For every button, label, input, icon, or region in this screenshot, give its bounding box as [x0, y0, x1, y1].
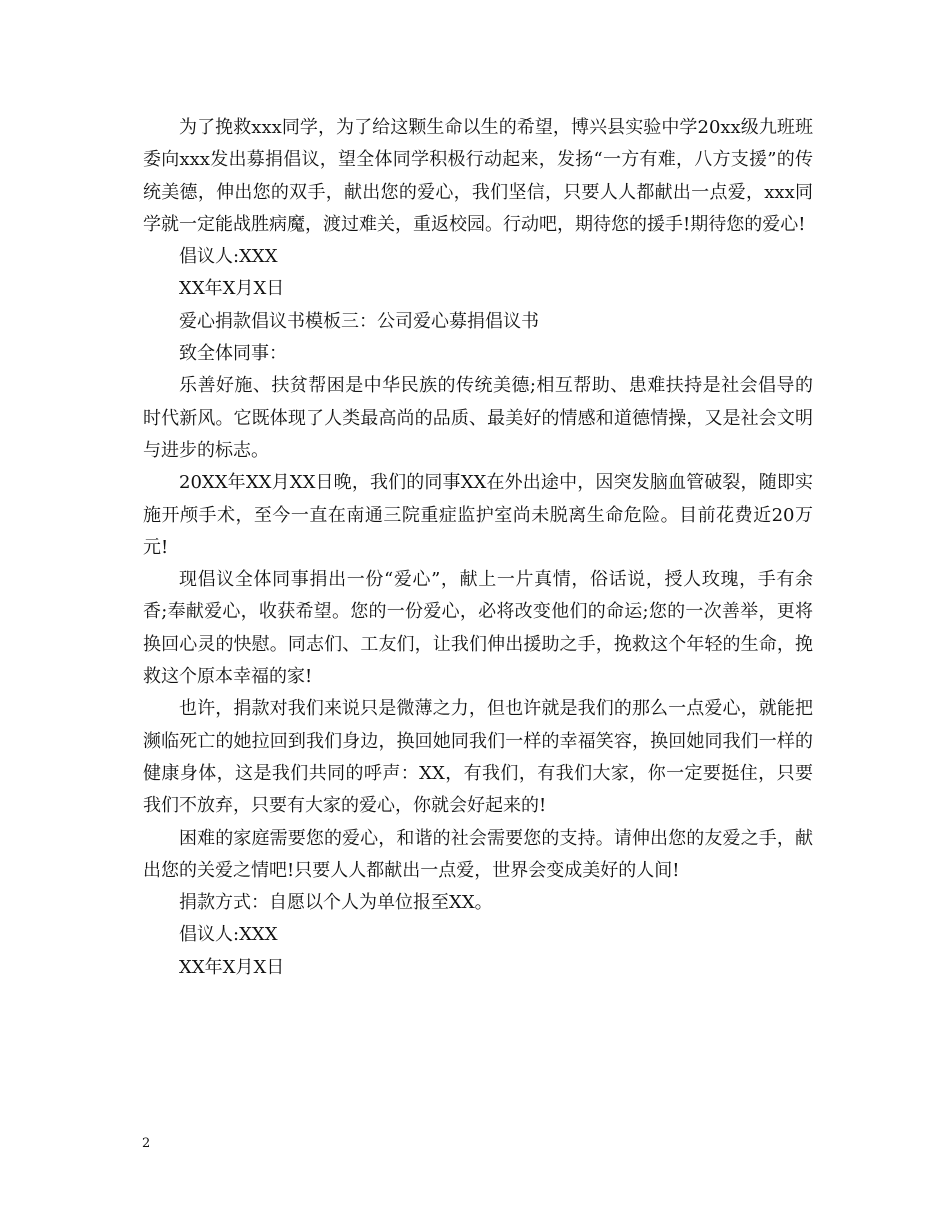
document-body	[143, 112, 813, 984]
paragraph-donation-method: 捐款方式：自愿以个人为单位报至XX。	[179, 892, 493, 914]
section-heading: 爱心捐款倡议书模板三：公司爱心募捐倡议书	[179, 310, 539, 332]
paragraph-date: XX年X月X日	[179, 278, 285, 300]
paragraph-call-to-donate: 现倡议全体同事捐出一份“爱心”，献上一片真情，俗话说，授人玫瑰，手有余香;奉献爱心，收获希望。您的一份爱心，必将改变他们的命运;您的一次善举，更将换回心灵的快慰。同志们、工友们，让我们伸出援助之手，挽救这个年轻的生命，挽救这个原本幸福的家!	[143, 569, 813, 688]
paragraph-date-2: XX年X月X日	[179, 956, 285, 978]
paragraph-encouragement: 也许，捐款对我们来说只是微薄之力，但也许就是我们的那么一点爱心，就能把濒临死亡的她拉回到我们身边，换回她同我们一样的幸福笑容，换回她同我们一样的健康身体，这是我们共同的呼声：XX，有我们，有我们大家，你一定要挺住，只要我们不放弃，只要有大家的爱心，你就会好起来的!	[143, 698, 813, 817]
salutation: 致全体同事：	[179, 343, 287, 365]
paragraph-initiator-2: 倡议人:XXX	[179, 924, 278, 946]
page-number: 2	[142, 1136, 151, 1151]
paragraph-closing-appeal: 困难的家庭需要您的爱心，和谐的社会需要您的支持。请伸出您的友爱之手，献出您的关爱之情吧!只要人人都献出一点爱，世界会变成美好的人间!	[143, 827, 813, 881]
paragraph-incident: 20XX年XX月XX日晚，我们的同事XX在外出途中，因突发脑血管破裂，随即实施开颅手术，至今一直在南通三院重症监护室尚未脱离生命危险。目前花费近20万元!	[143, 472, 813, 558]
paragraph-appeal: 为了挽救xxx同学，为了给这颗生命以生的希望，博兴县实验中学20xx级九班班委向xxx发出募捐倡议，望全体同学积极行动起来，发扬“一方有难，八方支援”的传统美德，伸出您的双手，献出您的爱心，我们坚信，只要人人都献出一点爱，xxx同学就一定能战胜病魔，渡过难关，重返校园。行动吧，期待您的援手!期待您的爱心!	[143, 117, 813, 235]
paragraph-virtue: 乐善好施、扶贫帮困是中华民族的传统美德;相互帮助、患难扶持是社会倡导的时代新风。它既体现了人类最高尚的品质、最美好的情感和道德情操，又是社会文明与进步的标志。	[143, 375, 813, 461]
paragraph-initiator: 倡议人:XXX	[179, 246, 278, 268]
